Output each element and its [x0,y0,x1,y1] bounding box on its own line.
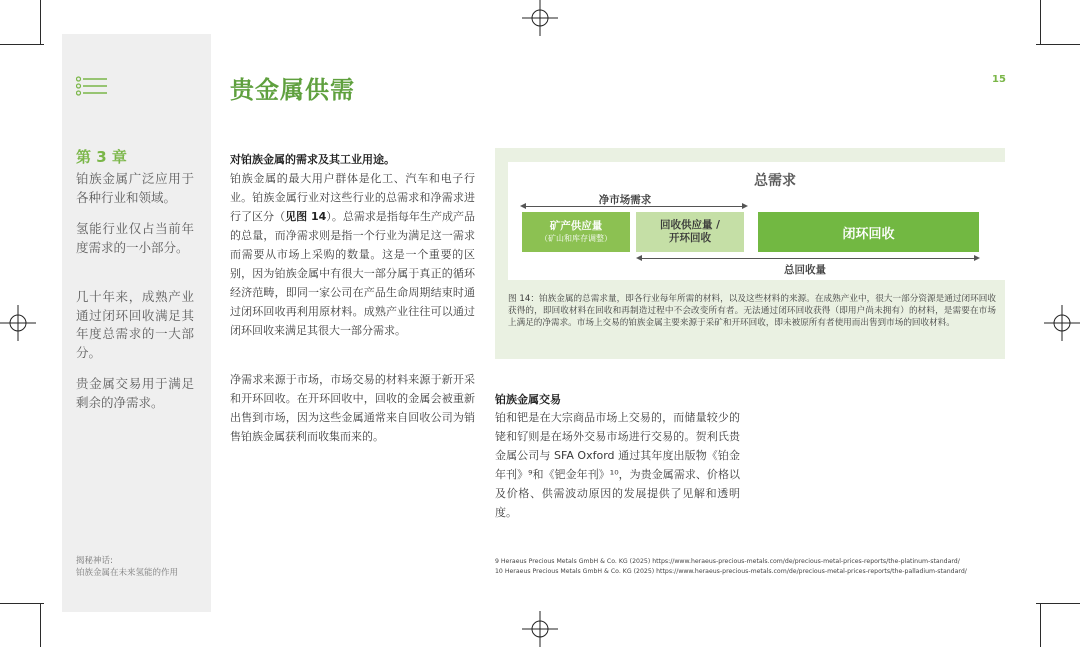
paragraph: 净需求来源于市场，市场交易的材料来源于新开采和开环回收。在开环回收中，回收的金属会被重新出售到市场，因为这些金属通常来自回收公司为销售铂族金属获利而收集而来的。 [230,373,475,443]
crop-mark [40,0,41,44]
chapter-label: 第 3 章 [76,148,127,166]
net-demand-arrow [524,206,744,207]
total-recycling-label: 总回收量 [784,264,826,276]
page-title: 贵金属供需 [230,76,355,104]
sidebar-footer[interactable] [76,555,178,579]
section-heading: 对铂族金属的需求及其工业用途。 [230,153,395,166]
figure-caption: 图 14：铂族金属的总需求量，即各行业每年所需的材料，以及这些材料的来源。在成熟产业中，很大一部分资源是通过闭环回收获得的，即回收材料在回收和再制造过程中不会改变所有者。无法通过闭环回收获得（即用户尚未拥有）的材料，是需要在市场上满足的净需求。市场上交易的铂族金属主要来源于采矿和开环回收，即未被原所有者使用而出售到市场的回收材料。 [508,294,996,328]
footnote[interactable]: 9 Heraeus Precious Metals GmbH & Co. KG (2025) https://www.heraeus-precious-metals.com/de/precious-metal-prices-reports/the-platinum-standard/ [495,558,960,565]
crop-mark [1036,603,1080,604]
mining-supply-box: 矿产供应量 （矿山和库存调整） [522,212,630,252]
sidebar-point: 氢能行业仅占当前年度需求的一小部分。 [76,221,194,255]
open-loop-recycling-box: 回收供应量 / 开环回收 [636,212,744,252]
footer-line: 揭秘神话: [76,556,113,566]
arrow-head [974,255,980,261]
crop-mark [0,44,44,45]
closed-loop-recycling-box: 闭环回收 [758,212,979,252]
menu-list-icon[interactable] [76,76,108,96]
sidebar-point: 贵金属交易用于满足剩余的净需求。 [76,376,194,410]
footer-line: 铂族金属在未来氢能的作用 [76,568,179,578]
page-number: 15 [992,74,1006,85]
crop-mark [0,603,44,604]
sidebar-point: 几十年来，成熟产业通过闭环回收满足其年度总需求的一大部分。 [76,289,194,360]
arrow-head [520,203,526,209]
figure-reference[interactable]: 见图 14 [285,210,327,223]
crop-mark [1040,0,1041,44]
sidebar-point: 铂族金属广泛应用于各种行业和领域。 [76,171,194,205]
registration-mark [0,305,36,341]
footnote[interactable]: 10 Heraeus Precious Metals GmbH & Co. KG (2025) https://www.heraeus-precious-metals.com/de/precious-metal-prices-reports/the-palladium-standard/ [495,568,967,575]
arrow-head [742,203,748,209]
crop-mark [1040,603,1041,647]
section-heading: 铂族金属交易 [495,393,561,406]
crop-mark [40,603,41,647]
registration-mark [522,0,558,36]
crop-mark [1036,44,1080,45]
net-market-demand-label: 净市场需求 [598,194,652,206]
main-text [230,150,475,340]
total-recycling-arrow [640,258,976,259]
arrow-head [636,255,642,261]
registration-mark [1044,305,1080,341]
total-demand-label: 总需求 [754,173,796,189]
paragraph: 铂和钯是在大宗商品市场上交易的，而储量较少的铑和钌则是在场外交易市场进行交易的。贺利氏贵金属公司与 SFA Oxford 通过其年度出版物《铂金年刊》⁹和《钯金年刊》¹⁰，为贵金属需求、价格以及价格、供需波动原因的发展提供了见解和透明度。 [495,411,740,519]
paragraph: 铂族金属的最大用户群体是化工、汽车和电子行业。铂族金属行业对这些行业的总需求和净需求进行了区分（见图 14）。总需求是指每年生产成产品的总量，而净需求则是指一个行业为满足这一需求而需要从市场上采购的数量。这是一个重要的区别，因为铂族金属中有很大一部分属于真正的循环经济范畴，即同一家公司在产品生命周期结束时通过闭环回收再利用原材料。成熟产业往往可以通过闭环回收来满足其很大一部分需求。 [230,172,476,337]
registration-mark [522,611,558,647]
